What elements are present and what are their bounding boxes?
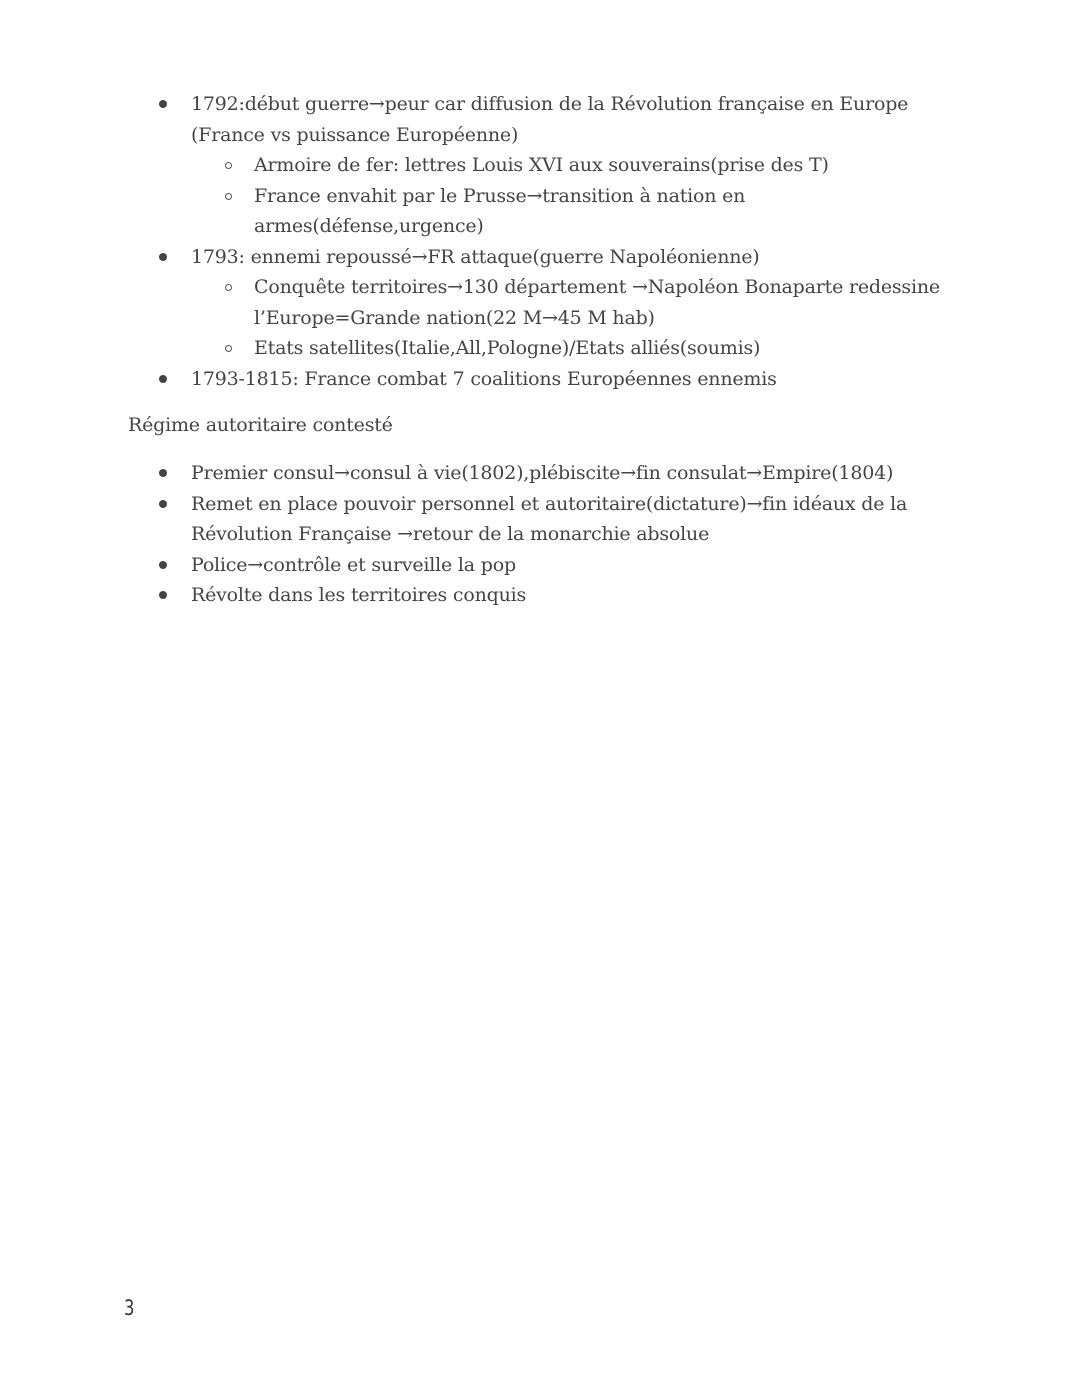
list-item (0, 458, 911, 489)
bullet-icon (159, 469, 167, 477)
list-item (0, 89, 951, 150)
list-item-text: 1792:début guerre→peur car diffusion de la Révolution française en Europe (France vs puissance Européenne) (191, 93, 909, 146)
sub-list-item-text: Etats satellites(Italie,All,Pologne)/Etats alliés(soumis) (254, 337, 761, 359)
sub-list-item-text: France envahit par le Prusse→transition à nation en armes(défense,urgence) (254, 184, 746, 237)
sub-list-item (0, 333, 944, 364)
list-item (0, 242, 951, 273)
list-item-text: 1793: ennemi repoussé→FR attaque(guerre Napoléonienne) (191, 245, 760, 268)
page-number: 3 (124, 1296, 135, 1320)
bullet-list-wars (0, 89, 1080, 394)
bullet-icon (159, 253, 167, 261)
sub-list-item (0, 150, 944, 181)
bullet-icon (159, 375, 167, 383)
bullet-icon (159, 591, 167, 599)
sub-list-item-text: Armoire de fer: lettres Louis XVI aux souverains(prise des T) (254, 154, 829, 176)
list-item (0, 364, 951, 395)
list-item-text: Révolte dans les territoires conquis (191, 584, 527, 606)
list-item-text: Premier consul→consul à vie(1802),plébiscite→fin consulat→Empire(1804) (191, 462, 894, 484)
bullet-icon (159, 100, 167, 108)
list-item (0, 550, 911, 581)
list-item-text: 1793-1815: France combat 7 coalitions Européennes ennemis (191, 367, 777, 390)
bullet-list-regime (0, 458, 1080, 611)
sub-list-item-text: Conquête territoires→130 département →Napoléon Bonaparte redessine l’Europe=Grande nation(22 M→45 M hab) (254, 276, 940, 329)
bullet-icon (159, 500, 167, 508)
bullet-icon (159, 561, 167, 569)
hollow-bullet-icon (225, 345, 232, 352)
list-item (0, 489, 911, 550)
hollow-bullet-icon (225, 193, 232, 200)
hollow-bullet-icon (225, 284, 232, 291)
sub-list-item (0, 272, 944, 333)
list-item-text: Police→contrôle et surveille la pop (191, 553, 516, 576)
hollow-bullet-icon (225, 162, 232, 169)
section-heading: Régime autoritaire contesté (128, 414, 393, 436)
list-item-text: Remet en place pouvoir personnel et autoritaire(dictature)→fin idéaux de la Révolution Française →retour de la monarchie absolue (191, 492, 908, 545)
sub-list-item (0, 181, 774, 242)
list-item (0, 580, 911, 611)
